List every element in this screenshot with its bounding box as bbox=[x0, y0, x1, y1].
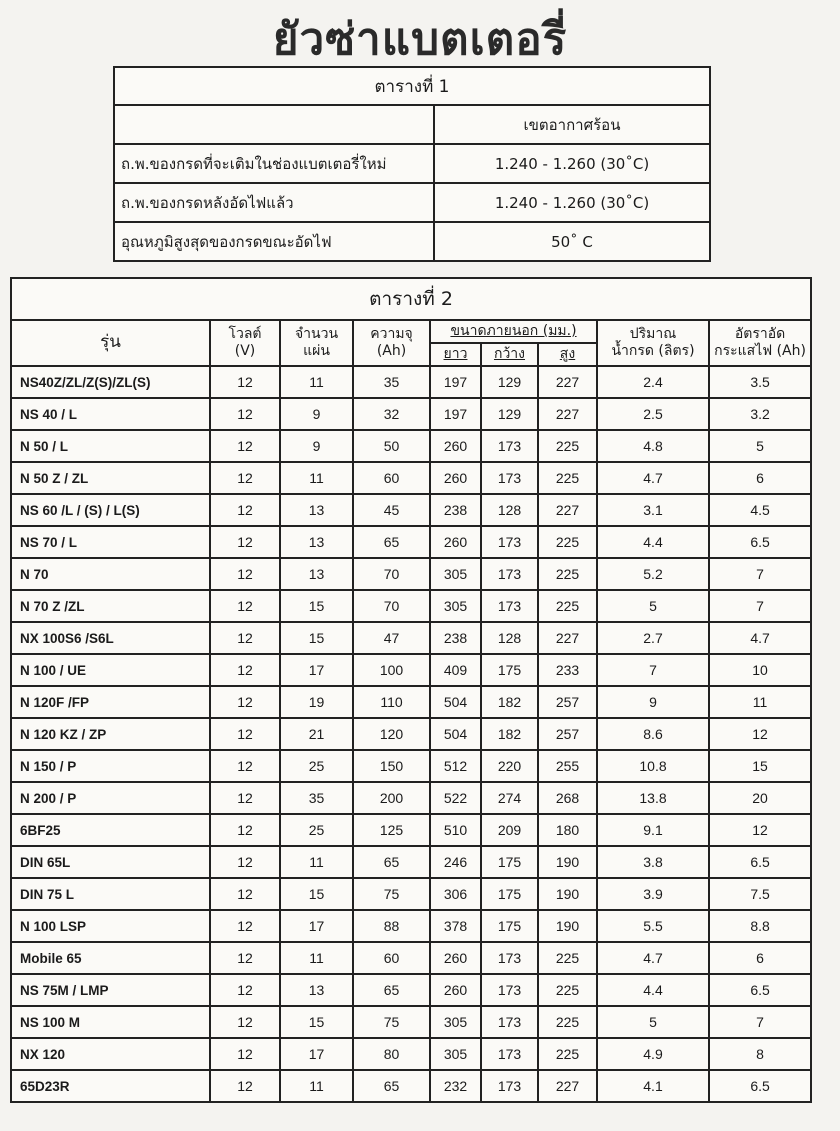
cell-volt: 12 bbox=[210, 526, 280, 558]
cell-acid-volume: 4.1 bbox=[597, 1070, 709, 1102]
cell-width: 175 bbox=[481, 910, 538, 942]
cell-plates: 15 bbox=[280, 622, 353, 654]
cell-acid-volume: 5 bbox=[597, 1006, 709, 1038]
cell-charge-rate: 7 bbox=[709, 558, 811, 590]
table-row bbox=[11, 1038, 811, 1070]
cell-height: 225 bbox=[538, 974, 597, 1006]
cell-acid-volume: 5.5 bbox=[597, 910, 709, 942]
cell-capacity: 200 bbox=[353, 782, 430, 814]
cell-acid-volume: 10.8 bbox=[597, 750, 709, 782]
cell-charge-rate: 3.2 bbox=[709, 398, 811, 430]
cell-acid-volume: 3.9 bbox=[597, 878, 709, 910]
cell-width: 173 bbox=[481, 590, 538, 622]
cell-width: 274 bbox=[481, 782, 538, 814]
cell-plates: 17 bbox=[280, 1038, 353, 1070]
cell-width: 173 bbox=[481, 430, 538, 462]
cell-width: 173 bbox=[481, 942, 538, 974]
cell-length: 306 bbox=[430, 878, 481, 910]
cell-height: 190 bbox=[538, 878, 597, 910]
cell-width: 129 bbox=[481, 398, 538, 430]
table-row bbox=[11, 910, 811, 942]
cell-model: N 200 / P bbox=[11, 782, 210, 814]
cell-charge-rate: 11 bbox=[709, 686, 811, 718]
cell-length: 260 bbox=[430, 942, 481, 974]
cell-acid-volume: 4.7 bbox=[597, 462, 709, 494]
cell-capacity: 125 bbox=[353, 814, 430, 846]
cell-charge-rate: 3.5 bbox=[709, 366, 811, 398]
cell-model: Mobile 65 bbox=[11, 942, 210, 974]
cell-length: 260 bbox=[430, 462, 481, 494]
cell-acid-volume: 7 bbox=[597, 654, 709, 686]
cell-model: 65D23R bbox=[11, 1070, 210, 1102]
cell-width: 173 bbox=[481, 558, 538, 590]
cell-acid-volume: 4.8 bbox=[597, 430, 709, 462]
cell-length: 512 bbox=[430, 750, 481, 782]
cell-plates: 13 bbox=[280, 974, 353, 1006]
cell-model: N 70 bbox=[11, 558, 210, 590]
cell-volt: 12 bbox=[210, 558, 280, 590]
cell-acid-volume: 4.7 bbox=[597, 942, 709, 974]
table-row bbox=[11, 782, 811, 814]
cell-plates: 21 bbox=[280, 718, 353, 750]
cell-acid-volume: 2.5 bbox=[597, 398, 709, 430]
table-row bbox=[11, 590, 811, 622]
cell-acid-volume: 13.8 bbox=[597, 782, 709, 814]
cell-model: NS40Z/ZL/Z(S)/ZL(S) bbox=[11, 366, 210, 398]
cell-width: 175 bbox=[481, 654, 538, 686]
cell-acid-volume: 4.9 bbox=[597, 1038, 709, 1070]
table-row bbox=[11, 718, 811, 750]
cell-model: DIN 75 L bbox=[11, 878, 210, 910]
cell-model: NS 70 / L bbox=[11, 526, 210, 558]
cell-charge-rate: 6.5 bbox=[709, 846, 811, 878]
cell-height: 227 bbox=[538, 1070, 597, 1102]
table-row bbox=[11, 398, 811, 430]
cell-plates: 19 bbox=[280, 686, 353, 718]
cell-height: 227 bbox=[538, 494, 597, 526]
cell-charge-rate: 5 bbox=[709, 430, 811, 462]
cell-height: 227 bbox=[538, 398, 597, 430]
cell-volt: 12 bbox=[210, 750, 280, 782]
cell-capacity: 60 bbox=[353, 942, 430, 974]
cell-acid-volume: 2.7 bbox=[597, 622, 709, 654]
cell-capacity: 120 bbox=[353, 718, 430, 750]
table-row bbox=[11, 846, 811, 878]
cell-height: 180 bbox=[538, 814, 597, 846]
cell-length: 238 bbox=[430, 622, 481, 654]
cell-capacity: 35 bbox=[353, 366, 430, 398]
cell-capacity: 50 bbox=[353, 430, 430, 462]
cell-volt: 12 bbox=[210, 686, 280, 718]
cell-acid-volume: 9 bbox=[597, 686, 709, 718]
cell-plates: 13 bbox=[280, 494, 353, 526]
cell-length: 197 bbox=[430, 366, 481, 398]
cell-model: NS 60 /L / (S) / L(S) bbox=[11, 494, 210, 526]
cell-length: 197 bbox=[430, 398, 481, 430]
acid-specs-table bbox=[113, 66, 711, 262]
table-row bbox=[11, 430, 811, 462]
cell-height: 225 bbox=[538, 942, 597, 974]
cell-length: 504 bbox=[430, 718, 481, 750]
cell-width: 209 bbox=[481, 814, 538, 846]
table-row bbox=[11, 974, 811, 1006]
cell-volt: 12 bbox=[210, 430, 280, 462]
cell-length: 260 bbox=[430, 974, 481, 1006]
header-charge: อัตราอัด กระแสไฟ (Ah) bbox=[709, 320, 811, 366]
cell-plates: 9 bbox=[280, 398, 353, 430]
table-row bbox=[11, 750, 811, 782]
battery-models-table bbox=[10, 277, 812, 1103]
cell-plates: 13 bbox=[280, 526, 353, 558]
cell-model: DIN 65L bbox=[11, 846, 210, 878]
cell-height: 233 bbox=[538, 654, 597, 686]
header-capacity: ความจุ (Ah) bbox=[353, 320, 430, 366]
cell-length: 305 bbox=[430, 1038, 481, 1070]
cell-volt: 12 bbox=[210, 398, 280, 430]
cell-volt: 12 bbox=[210, 942, 280, 974]
cell-acid-volume: 5.2 bbox=[597, 558, 709, 590]
table-row bbox=[11, 686, 811, 718]
cell-acid-volume: 4.4 bbox=[597, 974, 709, 1006]
cell-height: 255 bbox=[538, 750, 597, 782]
cell-plates: 11 bbox=[280, 846, 353, 878]
cell-charge-rate: 4.5 bbox=[709, 494, 811, 526]
cell-plates: 11 bbox=[280, 942, 353, 974]
cell-acid-volume: 5 bbox=[597, 590, 709, 622]
cell-length: 260 bbox=[430, 430, 481, 462]
cell-acid-volume: 3.8 bbox=[597, 846, 709, 878]
cell-plates: 9 bbox=[280, 430, 353, 462]
cell-width: 129 bbox=[481, 366, 538, 398]
row-label: ถ.พ.ของกรดหลังอัดไฟแล้ว bbox=[114, 183, 434, 222]
cell-volt: 12 bbox=[210, 814, 280, 846]
cell-charge-rate: 10 bbox=[709, 654, 811, 686]
table-row bbox=[114, 222, 710, 261]
cell-width: 173 bbox=[481, 1070, 538, 1102]
cell-model: NX 100S6 /S6L bbox=[11, 622, 210, 654]
table-row bbox=[11, 494, 811, 526]
table-row bbox=[11, 878, 811, 910]
cell-plates: 25 bbox=[280, 814, 353, 846]
cell-plates: 25 bbox=[280, 750, 353, 782]
cell-plates: 15 bbox=[280, 590, 353, 622]
cell-width: 220 bbox=[481, 750, 538, 782]
table-row bbox=[11, 1070, 811, 1102]
header-acid: ปริมาณ น้ำกรด (ลิตร) bbox=[597, 320, 709, 366]
cell-model: N 50 Z / ZL bbox=[11, 462, 210, 494]
cell-length: 305 bbox=[430, 558, 481, 590]
cell-charge-rate: 7.5 bbox=[709, 878, 811, 910]
cell-width: 128 bbox=[481, 494, 538, 526]
cell-charge-rate: 6 bbox=[709, 942, 811, 974]
cell-capacity: 100 bbox=[353, 654, 430, 686]
cell-charge-rate: 8 bbox=[709, 1038, 811, 1070]
table-row bbox=[11, 526, 811, 558]
row-label: ถ.พ.ของกรดที่จะเติมในช่องแบตเตอรี่ใหม่ bbox=[114, 144, 434, 183]
table-row bbox=[114, 183, 710, 222]
header-volt: โวลต์ (V) bbox=[210, 320, 280, 366]
row-value: 50˚ C bbox=[434, 222, 710, 261]
cell-model: NS 40 / L bbox=[11, 398, 210, 430]
cell-capacity: 65 bbox=[353, 974, 430, 1006]
cell-length: 246 bbox=[430, 846, 481, 878]
cell-model: N 50 / L bbox=[11, 430, 210, 462]
cell-height: 225 bbox=[538, 1006, 597, 1038]
header-width: กว้าง bbox=[481, 343, 538, 366]
cell-acid-volume: 2.4 bbox=[597, 366, 709, 398]
cell-capacity: 47 bbox=[353, 622, 430, 654]
cell-capacity: 88 bbox=[353, 910, 430, 942]
cell-plates: 11 bbox=[280, 1070, 353, 1102]
cell-charge-rate: 7 bbox=[709, 590, 811, 622]
cell-height: 268 bbox=[538, 782, 597, 814]
cell-model: NX 120 bbox=[11, 1038, 210, 1070]
cell-model: N 150 / P bbox=[11, 750, 210, 782]
cell-capacity: 65 bbox=[353, 526, 430, 558]
cell-charge-rate: 6.5 bbox=[709, 974, 811, 1006]
cell-charge-rate: 12 bbox=[709, 814, 811, 846]
cell-height: 225 bbox=[538, 462, 597, 494]
cell-height: 225 bbox=[538, 590, 597, 622]
cell-volt: 12 bbox=[210, 590, 280, 622]
cell-capacity: 65 bbox=[353, 846, 430, 878]
table1-blank-header bbox=[114, 105, 434, 144]
cell-volt: 12 bbox=[210, 462, 280, 494]
row-value: 1.240 - 1.260 (30˚C) bbox=[434, 144, 710, 183]
cell-volt: 12 bbox=[210, 878, 280, 910]
cell-capacity: 70 bbox=[353, 590, 430, 622]
header-length: ยาว bbox=[430, 343, 481, 366]
table-row bbox=[11, 654, 811, 686]
table-row bbox=[11, 622, 811, 654]
cell-height: 225 bbox=[538, 526, 597, 558]
cell-capacity: 65 bbox=[353, 1070, 430, 1102]
cell-model: N 100 / UE bbox=[11, 654, 210, 686]
cell-length: 232 bbox=[430, 1070, 481, 1102]
cell-width: 173 bbox=[481, 1006, 538, 1038]
table1-column-header: เขตอากาศร้อน bbox=[434, 105, 710, 144]
cell-plates: 13 bbox=[280, 558, 353, 590]
header-plates: จำนวน แผ่น bbox=[280, 320, 353, 366]
header-height: สูง bbox=[538, 343, 597, 366]
cell-capacity: 32 bbox=[353, 398, 430, 430]
cell-height: 190 bbox=[538, 910, 597, 942]
table-row bbox=[11, 942, 811, 974]
cell-charge-rate: 6.5 bbox=[709, 526, 811, 558]
cell-volt: 12 bbox=[210, 782, 280, 814]
cell-width: 173 bbox=[481, 526, 538, 558]
cell-height: 257 bbox=[538, 686, 597, 718]
table-row bbox=[11, 366, 811, 398]
cell-volt: 12 bbox=[210, 974, 280, 1006]
cell-length: 260 bbox=[430, 526, 481, 558]
row-label: อุณหภูมิสูงสุดของกรดขณะอัดไฟ bbox=[114, 222, 434, 261]
cell-model: N 100 LSP bbox=[11, 910, 210, 942]
table1-caption: ตารางที่ 1 bbox=[114, 67, 710, 105]
cell-acid-volume: 4.4 bbox=[597, 526, 709, 558]
cell-volt: 12 bbox=[210, 1070, 280, 1102]
header-dimensions: ขนาดภายนอก (มม.) bbox=[430, 320, 597, 343]
cell-charge-rate: 4.7 bbox=[709, 622, 811, 654]
cell-length: 238 bbox=[430, 494, 481, 526]
cell-capacity: 45 bbox=[353, 494, 430, 526]
cell-height: 227 bbox=[538, 366, 597, 398]
cell-plates: 11 bbox=[280, 462, 353, 494]
cell-width: 182 bbox=[481, 718, 538, 750]
cell-height: 225 bbox=[538, 558, 597, 590]
cell-capacity: 80 bbox=[353, 1038, 430, 1070]
table-row bbox=[114, 144, 710, 183]
cell-plates: 15 bbox=[280, 1006, 353, 1038]
cell-length: 510 bbox=[430, 814, 481, 846]
cell-acid-volume: 9.1 bbox=[597, 814, 709, 846]
cell-model: NS 100 M bbox=[11, 1006, 210, 1038]
table-row bbox=[11, 814, 811, 846]
table-row bbox=[11, 558, 811, 590]
cell-charge-rate: 6.5 bbox=[709, 1070, 811, 1102]
table-row bbox=[11, 1006, 811, 1038]
cell-volt: 12 bbox=[210, 1006, 280, 1038]
cell-width: 173 bbox=[481, 462, 538, 494]
cell-charge-rate: 8.8 bbox=[709, 910, 811, 942]
cell-height: 257 bbox=[538, 718, 597, 750]
cell-charge-rate: 20 bbox=[709, 782, 811, 814]
cell-plates: 17 bbox=[280, 654, 353, 686]
cell-capacity: 75 bbox=[353, 878, 430, 910]
cell-width: 128 bbox=[481, 622, 538, 654]
cell-length: 504 bbox=[430, 686, 481, 718]
cell-volt: 12 bbox=[210, 1038, 280, 1070]
cell-length: 409 bbox=[430, 654, 481, 686]
cell-acid-volume: 3.1 bbox=[597, 494, 709, 526]
cell-plates: 35 bbox=[280, 782, 353, 814]
cell-width: 173 bbox=[481, 1038, 538, 1070]
cell-width: 175 bbox=[481, 878, 538, 910]
table2-caption: ตารางที่ 2 bbox=[11, 278, 811, 320]
cell-volt: 12 bbox=[210, 654, 280, 686]
header-model: รุ่น bbox=[11, 320, 210, 366]
cell-volt: 12 bbox=[210, 366, 280, 398]
cell-plates: 17 bbox=[280, 910, 353, 942]
cell-width: 173 bbox=[481, 974, 538, 1006]
page-title: ยัวซ่าแบตเตอรี่ bbox=[272, 14, 568, 65]
cell-height: 190 bbox=[538, 846, 597, 878]
cell-capacity: 150 bbox=[353, 750, 430, 782]
cell-width: 175 bbox=[481, 846, 538, 878]
cell-model: N 70 Z /ZL bbox=[11, 590, 210, 622]
cell-height: 227 bbox=[538, 622, 597, 654]
cell-charge-rate: 15 bbox=[709, 750, 811, 782]
cell-volt: 12 bbox=[210, 910, 280, 942]
cell-capacity: 75 bbox=[353, 1006, 430, 1038]
cell-plates: 11 bbox=[280, 366, 353, 398]
cell-width: 182 bbox=[481, 686, 538, 718]
row-value: 1.240 - 1.260 (30˚C) bbox=[434, 183, 710, 222]
cell-charge-rate: 12 bbox=[709, 718, 811, 750]
cell-capacity: 60 bbox=[353, 462, 430, 494]
cell-height: 225 bbox=[538, 430, 597, 462]
cell-volt: 12 bbox=[210, 846, 280, 878]
cell-model: N 120F /FP bbox=[11, 686, 210, 718]
cell-volt: 12 bbox=[210, 718, 280, 750]
cell-acid-volume: 8.6 bbox=[597, 718, 709, 750]
table-row bbox=[11, 462, 811, 494]
cell-length: 522 bbox=[430, 782, 481, 814]
cell-model: 6BF25 bbox=[11, 814, 210, 846]
cell-model: N 120 KZ / ZP bbox=[11, 718, 210, 750]
cell-volt: 12 bbox=[210, 622, 280, 654]
cell-charge-rate: 7 bbox=[709, 1006, 811, 1038]
cell-height: 225 bbox=[538, 1038, 597, 1070]
cell-length: 305 bbox=[430, 1006, 481, 1038]
cell-charge-rate: 6 bbox=[709, 462, 811, 494]
cell-model: NS 75M / LMP bbox=[11, 974, 210, 1006]
cell-plates: 15 bbox=[280, 878, 353, 910]
cell-length: 378 bbox=[430, 910, 481, 942]
cell-capacity: 110 bbox=[353, 686, 430, 718]
cell-capacity: 70 bbox=[353, 558, 430, 590]
cell-length: 305 bbox=[430, 590, 481, 622]
cell-volt: 12 bbox=[210, 494, 280, 526]
